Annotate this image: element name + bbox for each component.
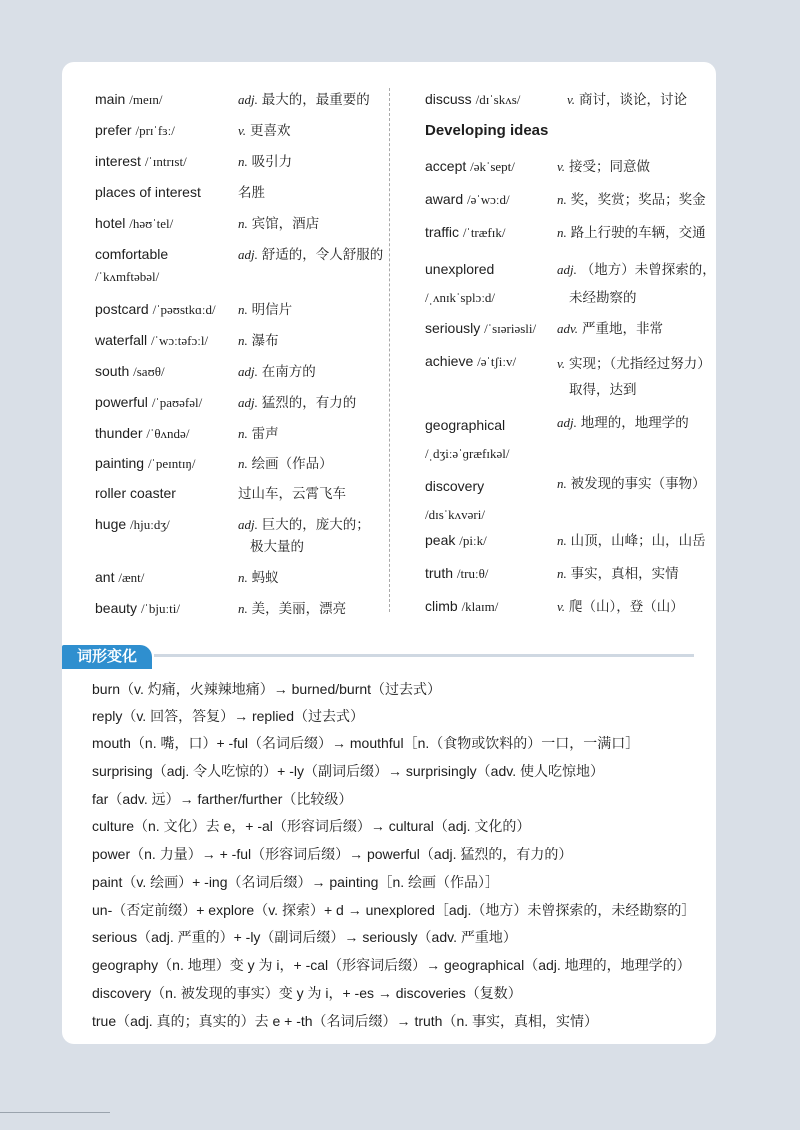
phonetic: /əˈtʃiːv/ <box>477 354 517 369</box>
phonetic: /klaɪm/ <box>461 599 499 614</box>
definition: 山顶，山峰；山，山岳 <box>570 533 706 548</box>
vocab-definition <box>238 597 346 620</box>
vocab-definition <box>238 422 279 445</box>
word-formation-line: reply（v. 回答，答复）→ replied（过去式） <box>92 708 365 724</box>
vocab-entry <box>95 597 180 620</box>
definition: 实现；（尤指经过努力） <box>568 356 711 371</box>
definition: 美，美丽，漂亮 <box>251 601 347 616</box>
definition: 事实，真相，实情 <box>570 566 679 581</box>
page-edge-rule <box>0 1112 110 1113</box>
definition: （地方）未曾探索的， <box>580 262 716 277</box>
definition-continued: 取得，达到 <box>569 382 637 397</box>
vocab-entry <box>425 562 488 585</box>
phonetic: /ˈsɪəriəsli/ <box>484 321 537 336</box>
part-of-speech: n. <box>238 154 248 169</box>
definition: 绘画（作品） <box>251 456 333 471</box>
word: powerful <box>95 394 148 410</box>
part-of-speech: adj. <box>238 517 258 532</box>
vocab-entry <box>425 255 495 312</box>
definition: 吸引力 <box>251 154 293 169</box>
word: peak <box>425 532 456 548</box>
phonetic: /dɪsˈkʌvəri/ <box>425 507 485 522</box>
vocab-definition <box>238 391 356 414</box>
word: painting <box>95 455 145 471</box>
phonetic: /ˈtræfɪk/ <box>462 225 506 240</box>
part-of-speech: n. <box>557 533 567 548</box>
vocab-entry <box>425 529 487 552</box>
word-formation-line: burn（v. 灼痛，火辣辣地痛）→ burned/burnt（过去式） <box>92 681 442 697</box>
vocab-definition <box>557 472 706 495</box>
vocab-entry <box>95 360 165 383</box>
section-divider <box>154 654 694 657</box>
word: truth <box>425 565 454 581</box>
vocab-entry <box>425 350 516 373</box>
vocab-definition <box>238 150 292 173</box>
definition: 雷声 <box>251 426 279 441</box>
phonetic: /ˈθʌndə/ <box>146 426 190 441</box>
phonetic: /ænt/ <box>118 570 145 585</box>
vocab-entry <box>425 88 520 111</box>
word: climb <box>425 598 458 614</box>
phonetic: /hjuːdʒ/ <box>130 517 170 532</box>
vocab-definition <box>557 529 706 552</box>
vocab-entry <box>425 317 536 340</box>
vocab-entry <box>95 150 187 173</box>
vocab-definition <box>238 212 319 235</box>
word: interest <box>95 153 141 169</box>
word-formation-line: surprising（adj. 令人吃惊的）+ -ly（副词后缀）→ surprisingly（adv. 使人吃惊地） <box>92 763 604 779</box>
vocab-definition <box>238 88 370 111</box>
vocab-entry <box>425 411 509 468</box>
part-of-speech: adj. <box>557 415 577 430</box>
part-of-speech: n. <box>238 570 248 585</box>
vocab-entry <box>425 472 485 529</box>
definition-continued: 未经勘察的 <box>569 290 637 305</box>
word: geographical <box>425 417 506 433</box>
word: beauty <box>95 600 138 616</box>
word-formation-section-title: 词形变化 <box>62 645 152 669</box>
phonetic: /ˈpəʊstkɑːd/ <box>152 302 216 317</box>
phonetic: /ˌdʒiːəˈɡræfɪkəl/ <box>425 446 510 461</box>
phonetic: /ˈɪntrɪst/ <box>144 154 187 169</box>
word: south <box>95 363 130 379</box>
word-formation-line: un-（否定前缀）+ explore（v. 探索）+ d → unexplored［adj.（地方）未曾探索的，未经勘察的］ <box>92 902 696 918</box>
vocab-definition <box>557 221 706 244</box>
developing-ideas-heading: Developing ideas <box>425 122 549 139</box>
phonetic: /əˈwɔːd/ <box>467 192 510 207</box>
phonetic: /meɪn/ <box>129 92 163 107</box>
vocab-entry <box>425 188 510 211</box>
part-of-speech: v. <box>238 123 247 138</box>
vocab-entry <box>425 155 515 178</box>
phonetic: /ˈbjuːti/ <box>140 601 180 616</box>
definition: 路上行驶的车辆，交通 <box>570 225 706 240</box>
vocab-definition <box>557 350 711 403</box>
phonetic: /ˈkʌmftəbəl/ <box>95 269 160 284</box>
part-of-speech: n. <box>557 566 567 581</box>
vocab-definition <box>238 482 346 505</box>
word: traffic <box>425 224 459 240</box>
vocab-definition <box>557 255 716 312</box>
word-formation-line: serious（adj. 严重的）+ -ly（副词后缀）→ seriously（adv. 严重地） <box>92 929 517 945</box>
definition: 更喜欢 <box>249 123 291 138</box>
definition: 在南方的 <box>261 364 316 379</box>
part-of-speech: n. <box>238 216 248 231</box>
part-of-speech: adj. <box>238 92 258 107</box>
word-formation-line: power（n. 力量）→ + -ful（形容词后缀）→ powerful（adj. 猛烈的，有力的） <box>92 846 573 862</box>
definition: 严重地，非常 <box>581 321 663 336</box>
word-formation-line: discovery（n. 被发现的事实）变 y 为 i，+ -es → discoveries（复数） <box>92 985 522 1001</box>
definition: 巨大的，庞大的； <box>261 517 370 532</box>
word: postcard <box>95 301 149 317</box>
part-of-speech: v. <box>557 356 566 371</box>
part-of-speech: v. <box>567 92 576 107</box>
word-formation-line: geography（n. 地理）变 y 为 i，+ -cal（形容词后缀）→ geographical（adj. 地理的，地理学的） <box>92 957 691 973</box>
vocab-entry <box>95 298 216 321</box>
word-formation-line: culture（n. 文化）去 e，+ -al（形容词后缀）→ cultural（adj. 文化的） <box>92 818 531 834</box>
vocab-definition <box>557 188 706 211</box>
vocab-entry <box>95 329 208 352</box>
part-of-speech: v. <box>557 599 566 614</box>
definition-continued: 极大量的 <box>250 539 304 554</box>
word: discuss <box>425 91 472 107</box>
definition: 接受；同意做 <box>568 159 650 174</box>
word: thunder <box>95 425 143 441</box>
word: waterfall <box>95 332 148 348</box>
part-of-speech: n. <box>557 225 567 240</box>
vocab-entry <box>95 566 144 589</box>
vocab-definition <box>238 181 265 204</box>
vocab-entry <box>95 181 201 203</box>
part-of-speech: n. <box>557 192 567 207</box>
vocab-definition <box>238 243 383 266</box>
vocab-definition <box>238 360 316 383</box>
definition: 蚂蚁 <box>251 570 279 585</box>
phonetic: /ˌʌnɪkˈsplɔːd/ <box>425 290 496 305</box>
vocab-entry <box>425 595 498 618</box>
definition: 被发现的事实（事物） <box>570 476 706 491</box>
part-of-speech: n. <box>238 456 248 471</box>
word-formation-line: paint（v. 绘画）+ -ing（名词后缀）→ painting［n. 绘画（作品）］ <box>92 874 500 890</box>
part-of-speech: adj. <box>238 364 258 379</box>
vocab-definition <box>238 513 370 558</box>
word: discovery <box>425 478 485 494</box>
phonetic: /əkˈsept/ <box>470 159 515 174</box>
part-of-speech: n. <box>238 426 248 441</box>
word: comfortable <box>95 246 169 262</box>
definition: 商讨，谈论，讨论 <box>578 92 687 107</box>
vocab-entry <box>95 119 175 142</box>
word: achieve <box>425 353 474 369</box>
vocab-definition <box>557 411 689 434</box>
vocab-entry <box>95 422 189 445</box>
vocab-definition <box>238 298 292 321</box>
word-formation-line: mouth（n. 嘴，口）+ -ful（名词后缀）→ mouthful［n.（食物或饮料的）一口，一满口］ <box>92 735 640 751</box>
definition: 最大的，最重要的 <box>261 92 370 107</box>
vocab-definition <box>238 566 279 589</box>
word: hotel <box>95 215 126 231</box>
phonetic: /dɪˈskʌs/ <box>475 92 521 107</box>
phonetic: /ˈpeɪntɪŋ/ <box>147 456 196 471</box>
vocab-entry <box>95 391 202 414</box>
part-of-speech: adj. <box>238 247 258 262</box>
word: prefer <box>95 122 132 138</box>
word: accept <box>425 158 467 174</box>
vocab-entry <box>95 88 162 111</box>
word: main <box>95 91 126 107</box>
vocab-entry <box>95 452 196 475</box>
word: roller coaster <box>95 485 176 501</box>
definition: 猛烈的，有力的 <box>261 395 357 410</box>
part-of-speech: adj. <box>557 262 577 277</box>
word: award <box>425 191 464 207</box>
part-of-speech: adv. <box>557 321 579 336</box>
phonetic: /həʊˈtel/ <box>129 216 174 231</box>
word: seriously <box>425 320 481 336</box>
phonetic: /truːθ/ <box>456 566 489 581</box>
vocab-definition <box>557 317 663 340</box>
vocab-definition <box>557 562 679 585</box>
part-of-speech: v. <box>557 159 566 174</box>
vocab-definition <box>238 119 290 142</box>
part-of-speech: adj. <box>238 395 258 410</box>
part-of-speech: n. <box>238 302 248 317</box>
vocab-entry <box>95 482 176 504</box>
word: unexplored <box>425 261 495 277</box>
word: places of interest <box>95 184 201 200</box>
phonetic: /ˈwɔːtəfɔːl/ <box>151 333 209 348</box>
word-formation-line: far（adv. 远）→ farther/further（比较级） <box>92 791 353 807</box>
part-of-speech: n. <box>238 601 248 616</box>
vocab-entry <box>95 243 168 288</box>
word: ant <box>95 569 115 585</box>
vocab-definition <box>238 452 333 475</box>
definition: 地理的，地理学的 <box>580 415 689 430</box>
part-of-speech: n. <box>557 476 567 491</box>
vocab-entry <box>425 221 505 244</box>
definition: 明信片 <box>251 302 293 317</box>
definition: 名胜 <box>238 185 265 200</box>
definition: 奖，奖赏；奖品；奖金 <box>570 192 706 207</box>
vocab-definition <box>238 329 279 352</box>
vocab-entry <box>95 513 170 536</box>
column-divider <box>389 88 390 612</box>
definition: 舒适的，令人舒服的 <box>261 247 384 262</box>
vocab-definition <box>557 595 684 618</box>
vocab-entry <box>95 212 173 235</box>
definition: 过山车，云霄飞车 <box>238 486 346 501</box>
definition: 爬（山），登（山） <box>568 599 684 614</box>
phonetic: /prɪˈfɜː/ <box>135 123 175 138</box>
phonetic: /piːk/ <box>459 533 487 548</box>
definition: 宾馆，酒店 <box>251 216 320 231</box>
vocab-definition <box>557 155 650 178</box>
word-formation-line: true（adj. 真的；真实的）去 e + -th（名词后缀）→ truth（n. 事实，真相，实情） <box>92 1013 599 1029</box>
vocab-definition <box>567 88 687 111</box>
phonetic: /ˈpaʊəfəl/ <box>151 395 203 410</box>
definition: 瀑布 <box>251 333 279 348</box>
part-of-speech: n. <box>238 333 248 348</box>
phonetic: /saʊθ/ <box>133 364 165 379</box>
word: huge <box>95 516 127 532</box>
